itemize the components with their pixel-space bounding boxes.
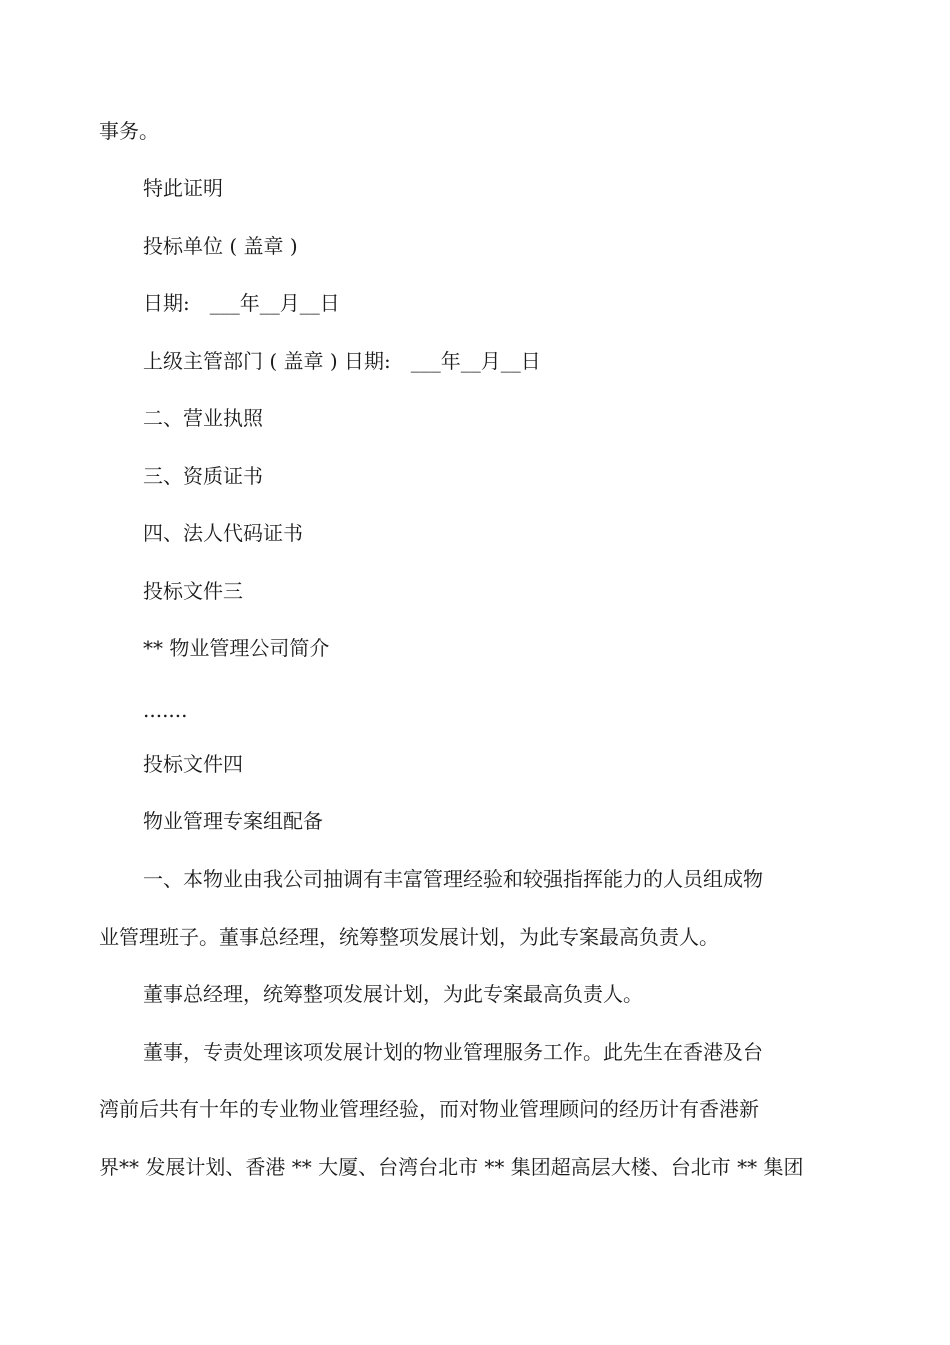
text-line: 界** 发展计划、香港 ** 大厦、台湾台北市 ** 集团超高层大楼、台北市 ** 集团 <box>99 1155 804 1179</box>
text-line: 事务。 <box>99 119 159 143</box>
text-line: 物业管理专案组配备 <box>143 809 323 833</box>
text-line: 投标单位 ( 盖章 ) <box>143 234 298 258</box>
text-line: 湾前后共有十年的专业物业管理经验，而对物业管理顾问的经历计有香港新 <box>99 1097 759 1121</box>
text-line: 董事总经理，统筹整项发展计划，为此专案最高负责人。 <box>143 982 643 1006</box>
text-line: 三、资质证书 <box>143 464 263 488</box>
text-line: 四、法人代码证书 <box>143 521 303 545</box>
text-line: 二、营业执照 <box>143 406 263 430</box>
text-line: 一、本物业由我公司抽调有丰富管理经验和较强指挥能力的人员组成物 <box>143 867 763 891</box>
text-line: ** 物业管理公司简介 <box>143 636 330 660</box>
text-line: 业管理班子。董事总经理，统筹整项发展计划，为此专案最高负责人。 <box>99 925 719 949</box>
text-line: 投标文件四 <box>143 752 243 776</box>
text-line: 特此证明 <box>143 176 223 200</box>
text-line: 上级主管部门 ( 盖章 ) 日期: ___年__月__日 <box>143 349 541 373</box>
text-line: ....... <box>143 698 188 722</box>
text-line: 投标文件三 <box>143 579 243 603</box>
text-line: 日期: ___年__月__日 <box>143 291 340 315</box>
text-line: 董事，专责处理该项发展计划的物业管理服务工作。此先生在香港及台 <box>143 1040 763 1064</box>
